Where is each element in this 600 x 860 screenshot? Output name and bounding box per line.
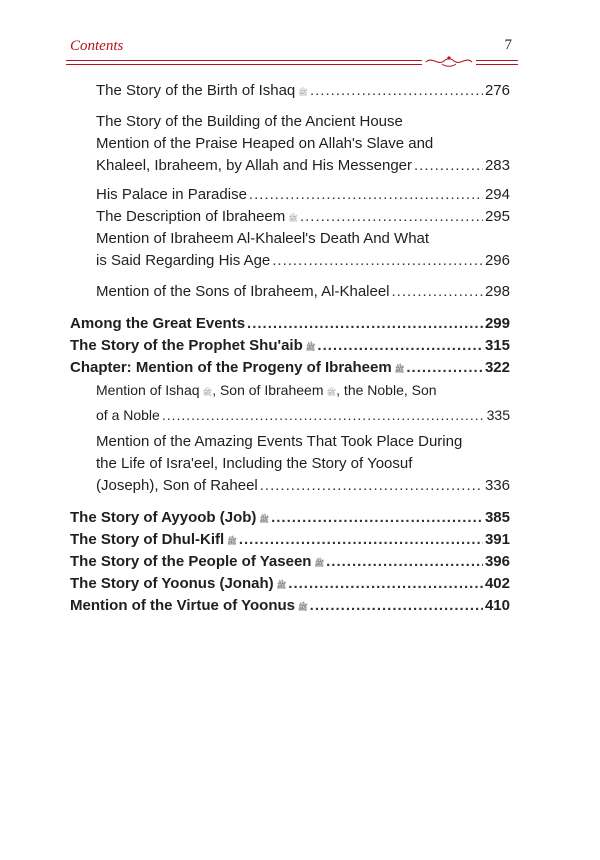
dot-leader [310, 80, 483, 102]
entry-page: 396 [484, 553, 510, 570]
honorific-icon: ﷺ [394, 365, 405, 374]
toc-entry [70, 335, 510, 359]
honorific-icon: ﷺ [314, 559, 325, 568]
flourish-ornament-icon [422, 52, 476, 68]
entry-title: His Palace in Paradise [96, 186, 247, 203]
entry-page: 410 [484, 597, 510, 614]
toc-entry [70, 551, 510, 575]
entry-page: 335 [486, 407, 510, 423]
toc-entry [70, 595, 510, 619]
entry-title: The Description of Ibraheem [96, 208, 286, 225]
dot-leader [310, 595, 483, 617]
entry-title: Among the Great Events [70, 315, 246, 332]
dot-leader [260, 475, 483, 497]
entry-page: 299 [484, 315, 510, 332]
toc-entry [70, 507, 510, 531]
entry-title: Mention of the Praise Heaped on Allah's Slave and [96, 135, 434, 152]
entry-title: Mention of the Virtue of Yoonus [70, 597, 295, 614]
honorific-icon: ﷺ [326, 388, 337, 397]
entry-page: 276 [484, 82, 510, 99]
toc-entry [96, 80, 510, 104]
entry-page: 283 [484, 157, 510, 174]
entry-page: 391 [484, 531, 510, 548]
entry-page: 298 [484, 283, 510, 300]
dot-leader [406, 357, 483, 379]
toc-entry [70, 573, 510, 597]
honorific-icon: ﷺ [288, 214, 298, 223]
honorific-icon: ﷺ [227, 537, 237, 546]
running-head: Contents [70, 38, 124, 54]
honorific-icon: ﷺ [202, 388, 213, 397]
entry-title: (Joseph), Son of Raheel [96, 477, 258, 494]
dot-leader [414, 155, 483, 177]
entry-title: Mention of the Sons of Ibraheem, Al-Khaleel [96, 283, 390, 300]
entry-title: , Son of Ibraheem [212, 382, 324, 398]
entry-title: The Story of Yoonus (Jonah) [70, 575, 274, 592]
dot-leader [300, 206, 483, 228]
entry-title: Chapter: Mention of the Progeny of Ibraheem [70, 359, 392, 376]
dot-leader [272, 250, 483, 272]
entry-page: 294 [484, 186, 510, 203]
toc-entry [70, 529, 510, 553]
entry-page: 296 [484, 252, 510, 269]
toc-entry [96, 281, 510, 303]
entry-title: The Story of the People of Yaseen [70, 553, 312, 570]
honorific-icon: ﷺ [298, 88, 308, 97]
honorific-icon: ﷺ [298, 603, 308, 612]
dot-leader [326, 551, 483, 573]
dot-leader [288, 573, 483, 595]
toc-entry [96, 228, 510, 272]
dot-leader [249, 184, 483, 206]
honorific-icon: ﷺ [276, 581, 287, 590]
entry-title: The Story of the Building of the Ancient House [96, 113, 403, 130]
entry-page: 315 [484, 337, 510, 354]
toc-entry [70, 357, 510, 381]
toc-entry [96, 431, 510, 497]
entry-title: The Story of Ayyoob (Job) [70, 509, 257, 526]
page-number: 7 [504, 37, 512, 53]
entry-page: 322 [484, 359, 510, 376]
honorific-icon: ﷺ [259, 515, 270, 524]
entry-title: Khaleel, Ibraheem, by Allah and His Messenger [96, 157, 413, 174]
entry-title: of a Noble [96, 407, 160, 423]
entry-page: 295 [484, 208, 510, 225]
dot-leader [239, 529, 483, 551]
toc-entry [96, 379, 510, 426]
honorific-icon: ﷺ [305, 343, 316, 352]
entry-page: 336 [484, 477, 510, 494]
entry-title: the Life of Isra'eel, Including the Story of Yoosuf [96, 455, 413, 472]
dot-leader [162, 404, 485, 426]
entry-title: Mention of the Amazing Events That Took Place During [96, 433, 463, 450]
entry-title: Mention of Ishaq [96, 382, 200, 398]
dot-leader [271, 507, 483, 529]
entry-title: Mention of Ibraheem Al-Khaleel's Death And What [96, 230, 430, 247]
dot-leader [317, 335, 483, 357]
toc-entry [96, 206, 510, 230]
page-header [66, 38, 518, 68]
entry-title: The Story of the Prophet Shu'aib [70, 337, 303, 354]
entry-page: 385 [484, 509, 510, 526]
entry-title: The Story of the Birth of Ishaq [96, 82, 296, 99]
dot-leader [247, 313, 483, 335]
entry-title: , the Noble, Son [336, 382, 437, 398]
dot-leader [392, 281, 483, 303]
toc-entry [70, 313, 510, 335]
entry-page: 402 [484, 575, 510, 592]
toc-entry [96, 111, 510, 133]
toc-entry [96, 133, 510, 177]
entry-title: is Said Regarding His Age [96, 252, 271, 269]
toc-entry [96, 184, 510, 206]
entry-title: The Story of Dhul-Kifl [70, 531, 225, 548]
